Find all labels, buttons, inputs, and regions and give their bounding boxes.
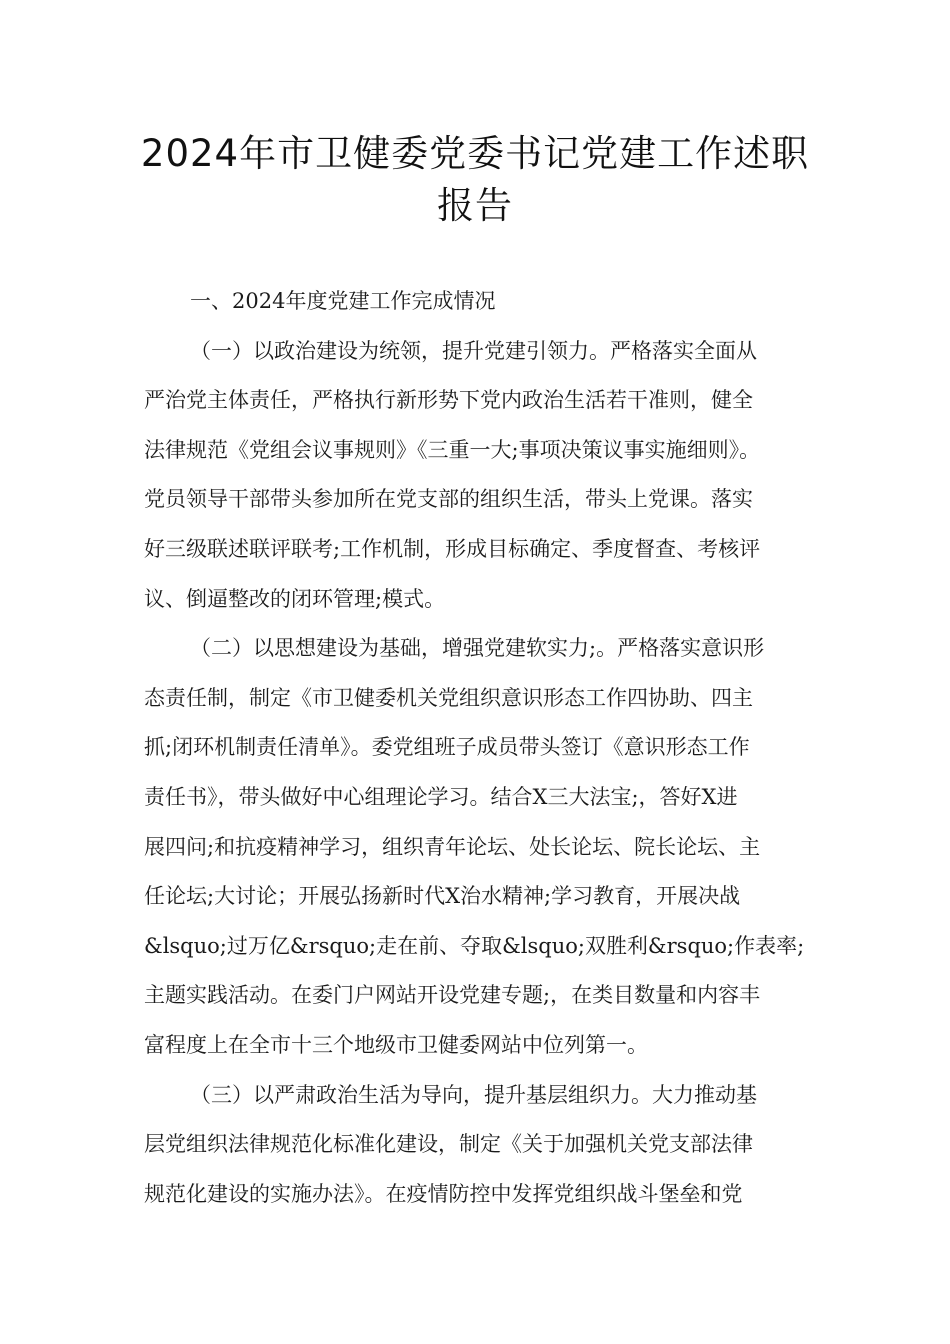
document-title <box>120 128 830 232</box>
paragraph-line: &lsquo;过万亿&rsquo;走在前、夺取&lsquo;双胜利&rsquo;作表率; <box>144 933 805 958</box>
title-line-1: 2024年市卫健委党委书记党建工作述职 <box>140 132 810 175</box>
paragraph-line: （三）以严肃政治生活为导向，提升基层组织力。大力推动基 <box>190 1082 757 1107</box>
paragraph-line: 层党组织法律规范化标准化建设，制定《关于加强机关党支部法律 <box>144 1132 753 1157</box>
paragraph-line: 法律规范《党组会议事规则》《三重一大;事项决策议事实施细则》。 <box>144 437 761 462</box>
section-heading: 一、2024年度党建工作完成情况 <box>190 289 496 313</box>
paragraph-line: 党员领导干部带头参加所在党支部的组织生活，带头上党课。落实 <box>144 487 753 512</box>
paragraph-line: 任论坛;大讨论；开展弘扬新时代X治水精神;学习教育，开展决战 <box>144 884 741 909</box>
paragraph-line: 责任书》，带头做好中心组理论学习。结合X三大法宝;，答好X进 <box>144 784 738 809</box>
paragraph-line: 展四问;和抗疫精神学习，组织青年论坛、处长论坛、院长论坛、主 <box>144 834 761 859</box>
paragraph-line: （二）以思想建设为基础，增强党建软实力;。严格落实意识形 <box>190 636 765 661</box>
title-line-2: 报告 <box>437 184 513 227</box>
paragraph-line: 抓;闭环机制责任清单》。委党组班子成员带头签订《意识形态工作 <box>144 735 750 760</box>
paragraph-line: 好三级联述联评联考;工作机制，形成目标确定、季度督查、考核评 <box>144 536 761 561</box>
paragraph-line: （一）以政治建设为统领，提升党建引领力。严格落实全面从 <box>190 338 757 363</box>
paragraph-line: 严治党主体责任，严格执行新形势下党内政治生活若干准则，健全 <box>144 388 753 413</box>
paragraph-line: 规范化建设的实施办法》。在疫情防控中发挥党组织战斗堡垒和党 <box>144 1181 743 1206</box>
paragraph-line: 主题实践活动。在委门户网站开设党建专题;，在类目数量和内容丰 <box>144 983 761 1008</box>
paragraph-line: 富程度上在全市十三个地级市卫健委网站中位列第一。 <box>144 1032 648 1057</box>
paragraph-line: 态责任制，制定《市卫健委机关党组织意识形态工作四协助、四主 <box>144 685 753 710</box>
document-body <box>144 284 824 1226</box>
paragraph-line: 议、倒逼整改的闭环管理;模式。 <box>144 586 446 611</box>
